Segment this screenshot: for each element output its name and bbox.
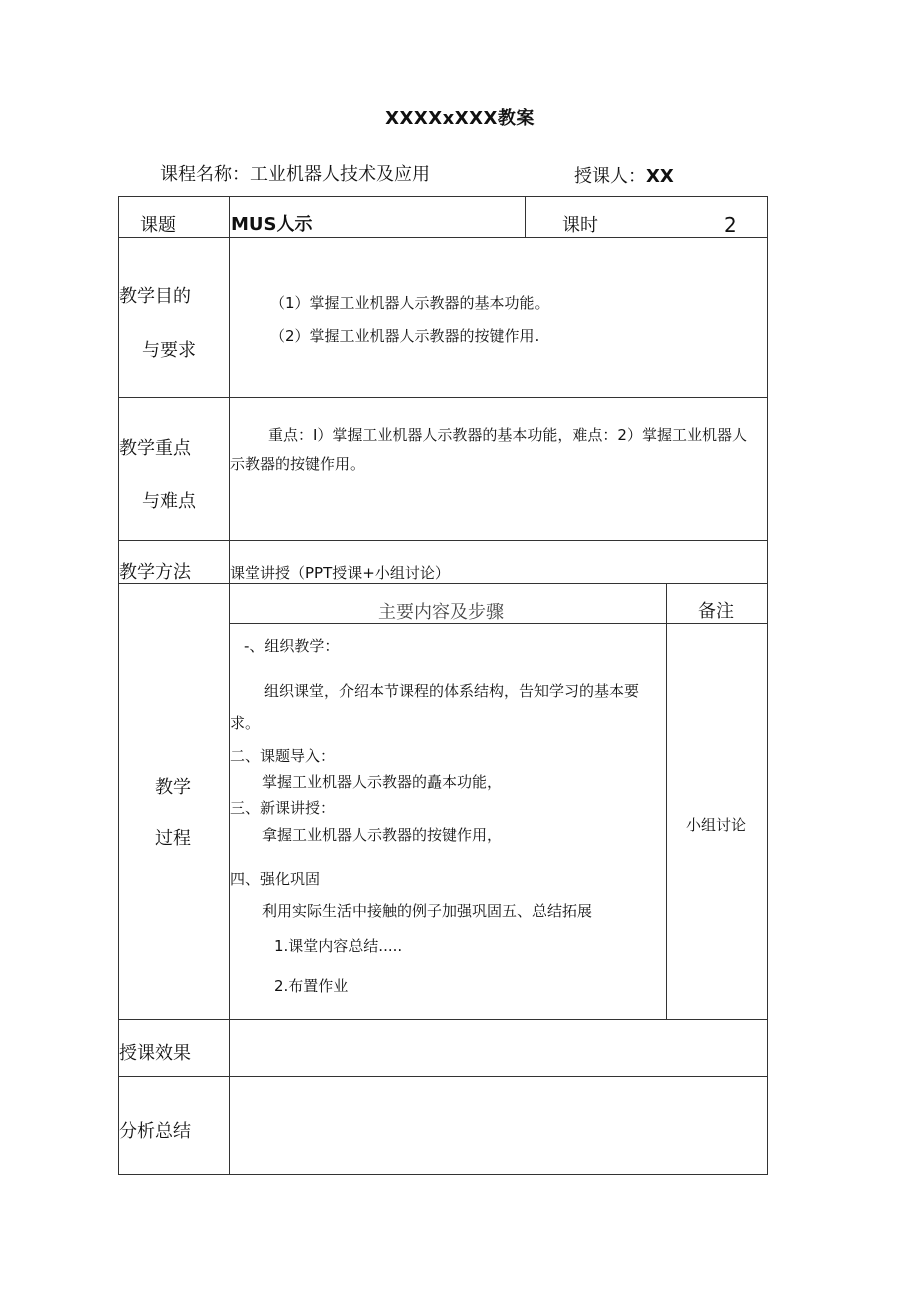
process-header-content: 主要内容及步骤 <box>378 602 504 623</box>
process-label-line2: 过程 <box>155 828 191 849</box>
goal-item-1: （1）掌握工业机器人示教器的基本功能。 <box>270 294 550 312</box>
key-text-line2: 示教器的按键作用。 <box>230 455 366 473</box>
process-line: 拿握工业机器人示教器的按键作用， <box>262 826 503 844</box>
hours-value: 2 <box>724 213 737 237</box>
table-line <box>118 540 768 541</box>
table-line <box>118 1019 768 1020</box>
table-line <box>118 397 768 398</box>
process-line: 1.课堂内容总结..... <box>274 937 403 955</box>
table-line <box>666 583 667 1019</box>
process-line: 2.布置作业 <box>274 977 349 995</box>
process-line: 三、新课讲授： <box>230 799 336 817</box>
process-line: 利用实际生活中接触的例子加强巩固五、总结拓展 <box>262 902 593 920</box>
topic-label: 课题 <box>140 215 176 236</box>
effect-label: 授课效果 <box>119 1043 191 1064</box>
process-line: 求。 <box>230 714 261 732</box>
process-header-note: 备注 <box>698 601 734 622</box>
method-label: 教学方法 <box>119 562 191 583</box>
key-label-line1: 教学重点 <box>119 438 191 459</box>
table-line <box>229 196 230 1174</box>
table-line <box>118 1174 768 1175</box>
table-line <box>118 1076 768 1077</box>
table-line <box>118 583 768 584</box>
teacher <box>574 162 674 188</box>
teacher-value: XX <box>646 166 674 187</box>
process-note: 小组讨论 <box>686 816 747 834</box>
process-line: 四、强化巩固 <box>230 870 321 888</box>
method-value: 课堂讲授（PPT授课+小组讨论） <box>230 564 450 582</box>
hours-label: 课时 <box>562 215 598 236</box>
key-label-line2: 与难点 <box>142 491 196 512</box>
teacher-label: 授课人： <box>574 166 646 187</box>
course-name: 课程名称：工业机器人技术及应用 <box>160 164 430 185</box>
table-line <box>767 196 768 1174</box>
goal-item-2: （2）掌握工业机器人示教器的按键作用. <box>270 327 540 345</box>
process-line: -、组织教学： <box>244 637 340 655</box>
process-line: 二、课题导入： <box>230 747 336 765</box>
table-line <box>525 196 526 237</box>
process-line: 组织课堂，介绍本节课程的体系结构，告知学习的基本要 <box>264 682 640 700</box>
document-title: XXXXxXXX教案 <box>385 108 535 129</box>
key-text-line1: 重点：I）掌握工业机器人示教器的基本功能，难点：2）掌握工业机器人 <box>268 426 747 444</box>
goal-label-line1: 教学目的 <box>119 286 191 307</box>
table-line <box>118 196 119 1174</box>
table-line <box>118 237 768 238</box>
process-line: 掌握工业机器人示教器的矗本功能， <box>262 773 503 791</box>
process-label-line1: 教学 <box>155 777 191 798</box>
topic-value-text: MUS人示 <box>231 214 313 235</box>
topic-value <box>231 210 313 236</box>
table-line <box>118 196 768 197</box>
goal-label-line2: 与要求 <box>142 340 196 361</box>
summary-label: 分析总结 <box>119 1121 191 1142</box>
